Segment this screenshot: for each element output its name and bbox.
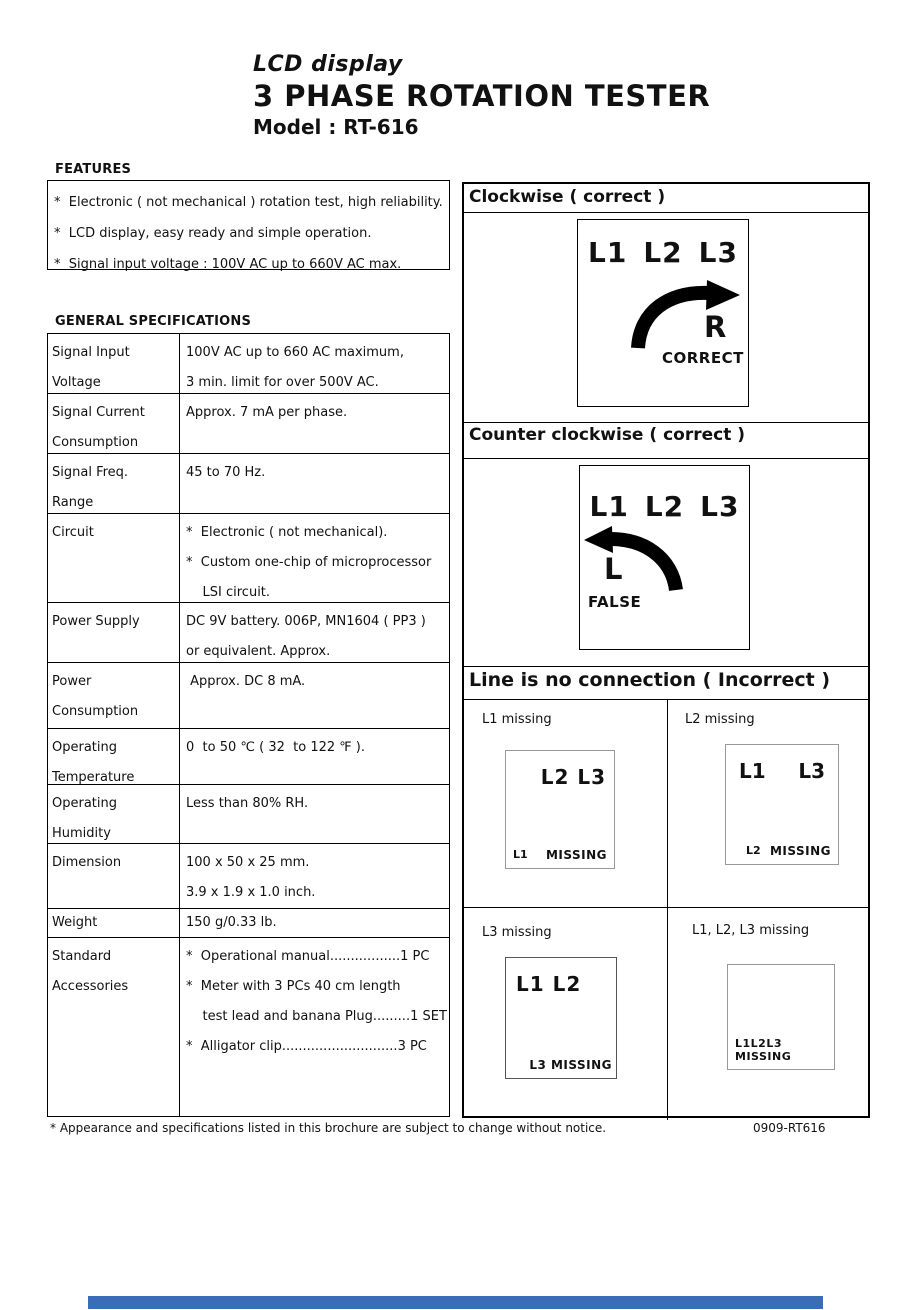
spec-value: 150 g/0.33 lb. [186, 915, 277, 930]
page-title: 3 PHASE ROTATION TESTER [253, 79, 711, 113]
phase-labels: L1 L2 L3 [589, 490, 740, 523]
feature-item: * LCD display, easy ready and simple operation. [54, 226, 372, 241]
table-row [48, 514, 449, 603]
features-box [47, 180, 450, 270]
spec-label: Weight [48, 909, 180, 937]
divider [667, 699, 668, 1120]
spec-label: Power Supply [48, 603, 180, 662]
case-label-l2-missing: L2 missing [685, 712, 755, 727]
counterclockwise-heading: Counter clockwise ( correct ) [469, 425, 746, 445]
spec-label: Operating Humidity [48, 785, 180, 843]
spec-value: DC 9V battery. 006P, MN1604 ( PP3 ) or equivalent. Approx. [186, 614, 426, 659]
missing-indicator: L1 MISSING [513, 848, 607, 862]
case-label-l3-missing: L3 missing [482, 925, 552, 940]
table-row [48, 729, 449, 785]
direction-letter: L [604, 552, 623, 586]
spec-value: 100 x 50 x 25 mm. 3.9 x 1.9 x 1.0 inch. [186, 855, 316, 900]
bottom-accent-bar [88, 1296, 823, 1309]
spec-value: 100V AC up to 660 AC maximum, 3 min. limit for over 500V AC. [186, 345, 404, 390]
spec-label: Signal Input Voltage [48, 334, 180, 393]
feature-item: * Electronic ( not mechanical ) rotation test, high reliability. [54, 195, 443, 210]
spec-value: Less than 80% RH. [186, 796, 309, 811]
divider [464, 422, 868, 423]
features-heading: FEATURES [55, 162, 132, 177]
divider [464, 458, 868, 459]
divider [464, 666, 868, 667]
missing-indicator: L2 MISSING [746, 844, 831, 858]
lcd-display-l1-missing [505, 750, 615, 869]
spec-label: Standard Accessories [48, 938, 180, 1116]
divider [464, 212, 868, 213]
disclaimer-note: * Appearance and specifications listed in this brochure are subject to change without notice. [50, 1121, 607, 1135]
spec-label: Dimension [48, 844, 180, 908]
table-row [48, 844, 449, 909]
document-code: 0909-RT616 [753, 1121, 826, 1135]
lcd-display-clockwise [577, 219, 749, 407]
phase-labels: L1 L3 [739, 759, 825, 783]
lcd-display-l2-missing [725, 744, 839, 865]
spec-label: Signal Current Consumption [48, 394, 180, 453]
clockwise-heading: Clockwise ( correct ) [469, 187, 666, 207]
phase-labels: L1 L2 L3 [588, 236, 738, 269]
diagram-panel [462, 182, 870, 1118]
spec-value: * Operational manual.................1 PC * Meter with 3 PCs 40 cm length test lead and banana Plug.........1 SET * Alligator clip............................3 PC [186, 949, 447, 1054]
spec-label: Power Consumption [48, 663, 180, 728]
product-subtitle: LCD display [253, 52, 403, 77]
lcd-display-l3-missing [505, 957, 617, 1079]
missing-indicator: L3 MISSING [529, 1058, 612, 1072]
model-number: Model : RT-616 [253, 115, 419, 139]
spec-label: Operating Temperature [48, 729, 180, 784]
phase-labels: L2 L3 [540, 765, 606, 789]
spec-value: Approx. DC 8 mA. [186, 674, 306, 689]
spec-value: * Electronic ( not mechanical). * Custom one-chip of microprocessor LSI circuit. [186, 525, 432, 600]
status-text: CORRECT [662, 349, 744, 367]
divider [464, 907, 868, 908]
spec-value: 0 to 50 ℃ ( 32 to 122 ℉ ). [186, 740, 365, 755]
spec-value: 45 to 70 Hz. [186, 465, 266, 480]
specs-heading: GENERAL SPECIFICATIONS [55, 314, 252, 329]
table-row [48, 454, 449, 514]
table-row [48, 603, 449, 663]
title-block [253, 52, 710, 139]
missing-heading: Line is no connection ( Incorrect ) [469, 669, 831, 691]
counterclockwise-arrow-icon [584, 526, 690, 596]
spec-table [47, 333, 450, 1117]
phase-labels: L1 L2 [516, 972, 582, 996]
table-row [48, 785, 449, 844]
table-row [48, 663, 449, 729]
table-row [48, 394, 449, 454]
lcd-display-all-missing [727, 964, 835, 1070]
spec-label: Signal Freq. Range [48, 454, 180, 513]
spec-label: Circuit [48, 514, 180, 602]
case-label-l1-missing: L1 missing [482, 712, 552, 727]
table-row [48, 909, 449, 938]
table-row [48, 334, 449, 394]
feature-item: * Signal input voltage : 100V AC up to 660V AC max. [54, 257, 402, 272]
status-text: FALSE [588, 593, 642, 611]
spec-value: Approx. 7 mA per phase. [186, 405, 348, 420]
table-row [48, 938, 449, 1116]
case-label-all-missing: L1, L2, L3 missing [692, 923, 810, 938]
direction-letter: R [704, 310, 727, 344]
missing-indicator: L1L2L3 MISSING [735, 1037, 792, 1063]
lcd-display-counterclockwise [579, 465, 750, 650]
divider [464, 699, 868, 700]
